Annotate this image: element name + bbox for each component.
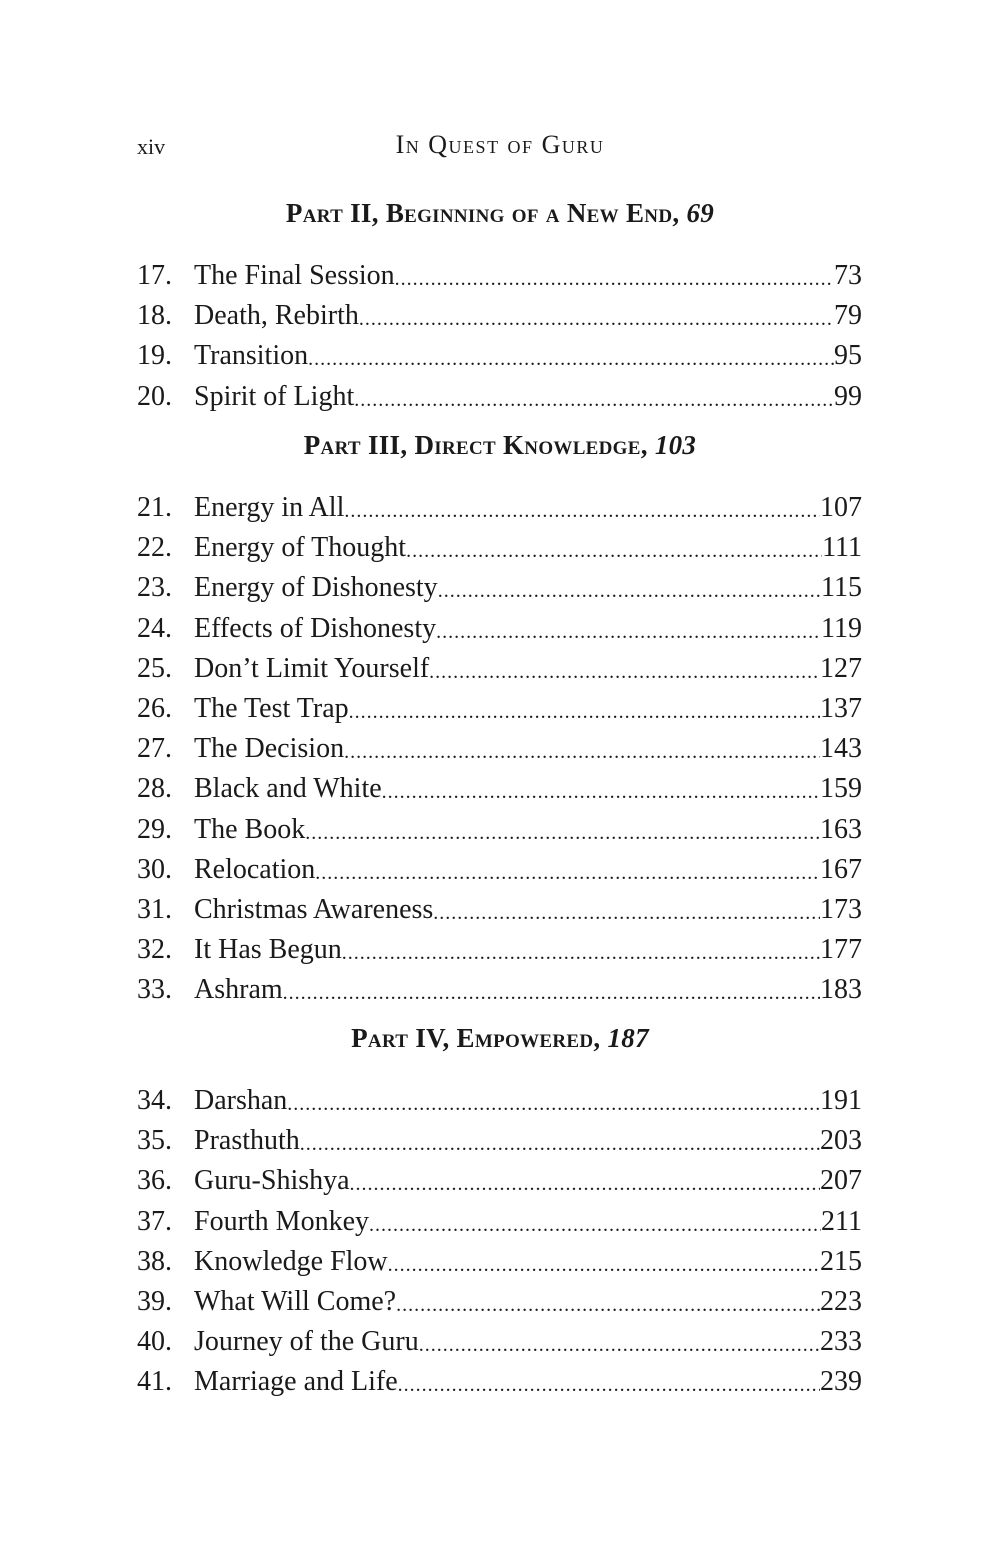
part-page-number: 69 <box>686 198 715 228</box>
dot-leader <box>283 970 820 1010</box>
toc-entry[interactable] <box>137 377 862 417</box>
chapter-page-number: 223 <box>820 1286 862 1317</box>
part-heading <box>0 198 1000 229</box>
dot-leader <box>388 1242 820 1282</box>
toc-entry[interactable] <box>137 769 862 809</box>
toc-entry[interactable] <box>137 336 862 376</box>
chapter-page-number: 119 <box>821 612 862 644</box>
chapter-number: 27. <box>137 733 172 765</box>
chapter-number: 38. <box>137 1245 172 1277</box>
chapter-number: 25. <box>137 652 172 684</box>
chapter-number: 34. <box>137 1085 172 1116</box>
part-heading-text: Part III, Direct Knowledge, <box>303 430 648 460</box>
dot-leader <box>396 1282 820 1322</box>
dot-leader <box>349 689 820 729</box>
chapter-number: 40. <box>137 1326 172 1358</box>
chapter-number: 28. <box>137 773 172 805</box>
chapter-page-number: 137 <box>820 693 862 724</box>
chapter-number: 18. <box>137 300 172 332</box>
chapter-page-number: 167 <box>820 853 862 885</box>
chapter-page-number: 107 <box>820 492 862 523</box>
toc-entry[interactable] <box>137 609 862 649</box>
chapter-page-number: 115 <box>821 572 862 604</box>
chapter-page-number: 215 <box>820 1245 862 1277</box>
chapter-number: 20. <box>137 380 172 412</box>
dot-leader <box>359 296 834 336</box>
chapter-number: 24. <box>137 612 172 644</box>
dot-leader <box>398 1362 820 1402</box>
toc-entry[interactable] <box>137 1081 862 1121</box>
dot-leader <box>419 1322 820 1362</box>
chapter-number: 26. <box>137 693 172 724</box>
dot-leader <box>287 1081 820 1121</box>
dot-leader <box>315 850 820 890</box>
chapter-title: Black and White <box>194 773 382 805</box>
dot-leader <box>350 1161 820 1201</box>
chapter-page-number: 207 <box>820 1165 862 1197</box>
dot-leader <box>369 1202 821 1242</box>
chapter-title: Energy of Thought <box>194 532 407 564</box>
chapter-page-number: 191 <box>820 1085 862 1116</box>
chapter-title: What Will Come? <box>194 1286 397 1317</box>
chapter-number: 21. <box>137 492 172 523</box>
chapter-number: 33. <box>137 974 172 1006</box>
dot-leader <box>433 890 820 930</box>
dot-leader <box>300 1121 820 1161</box>
chapter-page-number: 111 <box>822 532 862 564</box>
toc-entry[interactable] <box>137 689 862 729</box>
dot-leader <box>305 810 820 850</box>
chapter-title: Energy of Dishonesty <box>194 572 438 604</box>
chapter-number: 30. <box>137 853 172 885</box>
dot-leader <box>382 769 820 809</box>
chapter-number: 17. <box>137 260 172 291</box>
chapter-title: Relocation <box>194 853 316 885</box>
chapter-title: Knowledge Flow <box>194 1245 388 1277</box>
dot-leader <box>395 256 834 296</box>
chapter-page-number: 159 <box>820 773 862 805</box>
chapter-title: Effects of Dishonesty <box>194 612 437 644</box>
dot-leader <box>308 336 834 376</box>
chapter-title: The Decision <box>194 733 345 765</box>
chapter-number: 35. <box>137 1125 172 1157</box>
chapter-title: Fourth Monkey <box>194 1205 369 1237</box>
chapter-title: The Final Session <box>194 260 395 291</box>
chapter-number: 39. <box>137 1286 172 1317</box>
toc-entry[interactable] <box>137 1202 862 1242</box>
chapter-title: Spirit of Light <box>194 380 355 412</box>
toc-entry[interactable] <box>137 1322 862 1362</box>
chapter-title: The Book <box>194 813 306 845</box>
chapter-page-number: 143 <box>820 733 862 765</box>
chapter-number: 36. <box>137 1165 172 1197</box>
chapter-page-number: 99 <box>834 380 862 412</box>
chapter-number: 19. <box>137 340 172 372</box>
chapter-page-number: 233 <box>820 1326 862 1358</box>
dot-leader <box>438 568 821 608</box>
chapter-page-number: 177 <box>820 934 862 966</box>
toc-entry[interactable] <box>137 256 862 296</box>
toc-entry[interactable] <box>137 296 862 336</box>
part-heading-text: Part II, Beginning of a New End, <box>285 198 680 228</box>
running-title: In Quest of Guru <box>395 130 605 159</box>
chapter-page-number: 127 <box>820 652 862 684</box>
part-page-number: 187 <box>607 1023 649 1053</box>
toc-entry[interactable] <box>137 890 862 930</box>
dot-leader <box>344 488 820 528</box>
chapter-number: 37. <box>137 1205 172 1237</box>
chapter-title: It Has Begun <box>194 934 342 966</box>
toc-entry[interactable] <box>137 1362 862 1402</box>
toc-entry[interactable] <box>137 488 862 528</box>
chapter-title: Prasthuth <box>194 1125 300 1157</box>
dot-leader <box>406 528 822 568</box>
part-heading <box>0 1023 1000 1054</box>
toc-entry[interactable] <box>137 1242 862 1282</box>
toc-entry[interactable] <box>137 1121 862 1161</box>
chapter-page-number: 95 <box>834 340 862 372</box>
toc-entry[interactable] <box>137 528 862 568</box>
dot-leader <box>436 609 821 649</box>
toc-entry[interactable] <box>137 649 862 689</box>
chapter-title: Death, Rebirth <box>194 300 359 332</box>
dot-leader <box>342 930 820 970</box>
toc-entry[interactable] <box>137 970 862 1010</box>
chapter-number: 23. <box>137 572 172 604</box>
toc-entry[interactable] <box>137 1161 862 1201</box>
chapter-title: Darshan <box>194 1085 288 1116</box>
chapter-title: The Test Trap <box>194 693 349 724</box>
chapter-number: 22. <box>137 532 172 564</box>
dot-leader <box>344 729 820 769</box>
dot-leader <box>429 649 820 689</box>
chapter-page-number: 163 <box>820 813 862 845</box>
toc-entry[interactable] <box>137 850 862 890</box>
chapter-title: Marriage and Life <box>194 1366 398 1398</box>
toc-entry[interactable] <box>137 729 862 769</box>
chapter-title: Guru-Shishya <box>194 1165 350 1197</box>
chapter-number: 31. <box>137 894 172 925</box>
chapter-page-number: 239 <box>820 1366 862 1398</box>
page-number-folio: xiv <box>137 134 166 159</box>
dot-leader <box>354 377 834 417</box>
chapter-number: 32. <box>137 934 172 966</box>
chapter-title: Energy in All <box>194 492 345 523</box>
part-heading-text: Part IV, Empowered, <box>351 1023 601 1053</box>
part-page-number: 103 <box>654 430 697 460</box>
chapter-page-number: 183 <box>820 974 862 1006</box>
toc-entry[interactable] <box>137 568 862 608</box>
chapter-title: Journey of the Guru <box>194 1326 419 1358</box>
chapter-page-number: 211 <box>821 1205 862 1237</box>
chapter-number: 41. <box>137 1366 172 1398</box>
chapter-page-number: 173 <box>820 894 862 925</box>
chapter-page-number: 73 <box>834 260 862 291</box>
chapter-page-number: 203 <box>820 1125 862 1157</box>
chapter-page-number: 79 <box>834 300 862 332</box>
toc-entry[interactable] <box>137 810 862 850</box>
chapter-number: 29. <box>137 813 172 845</box>
chapter-title: Transition <box>194 340 309 372</box>
part-heading <box>0 430 1000 461</box>
chapter-title: Christmas Awareness <box>194 894 434 925</box>
toc-entry[interactable] <box>137 1282 862 1322</box>
toc-entry[interactable] <box>137 930 862 970</box>
chapter-title: Ashram <box>194 974 283 1006</box>
chapter-title: Don’t Limit Yourself <box>194 652 430 684</box>
